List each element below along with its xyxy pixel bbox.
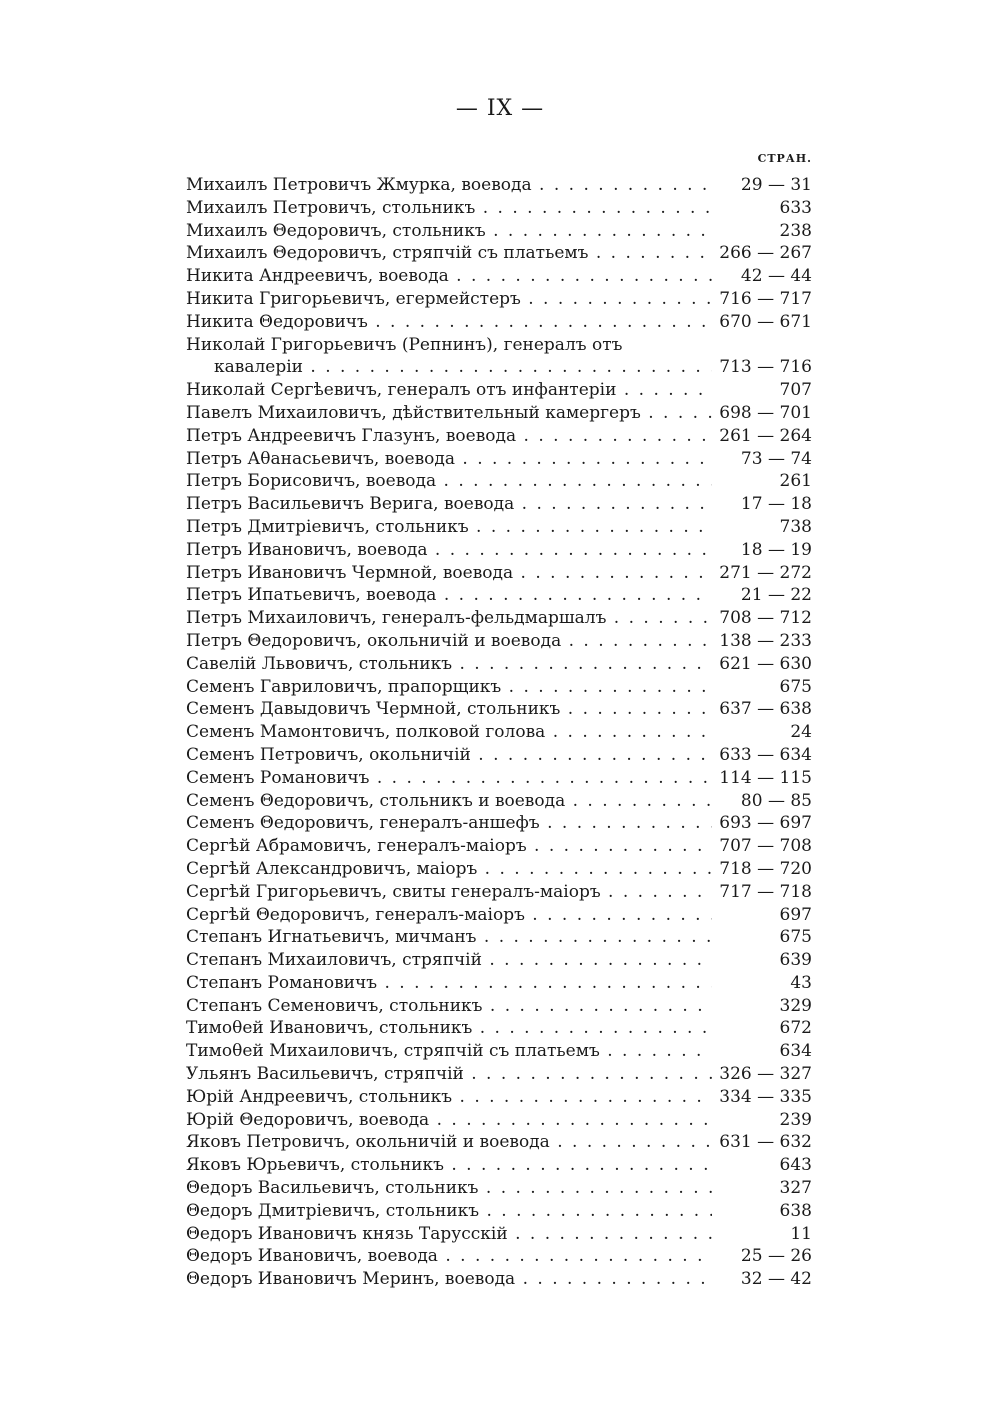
index-entry bbox=[186, 493, 812, 516]
entry-name: Николай Григорьевичъ (Репнинъ), генералъ отъ bbox=[186, 334, 623, 355]
entry-pages: 327 bbox=[779, 1178, 812, 1199]
entry-pages: 675 bbox=[779, 676, 812, 697]
entry-name: Степанъ Семеновичъ, стольникъ . . . bbox=[186, 995, 712, 1018]
entry-pages: 707 bbox=[779, 380, 812, 401]
index-entry bbox=[186, 1086, 812, 1109]
entry-pages: 29 — 31 bbox=[740, 175, 812, 195]
index-entry bbox=[186, 630, 812, 653]
entry-name: Петръ Михаиловичъ, генералъ-фельдмаршалъ . . . bbox=[186, 607, 712, 630]
entry-name: Петръ Дмитріевичъ, стольникъ . . . bbox=[186, 516, 712, 539]
entry-pages: 621 — 630 bbox=[719, 653, 812, 674]
entry-name: Сергѣй Александровичъ, маіоръ . . . bbox=[186, 858, 712, 881]
index-entry bbox=[186, 288, 812, 311]
entry-pages: 266 — 267 bbox=[719, 243, 812, 264]
entry-pages: 261 — 264 bbox=[719, 425, 812, 446]
index-entry bbox=[186, 1154, 812, 1177]
entry-pages: 693 — 697 bbox=[719, 813, 812, 834]
entry-pages: 698 — 701 bbox=[719, 402, 812, 423]
index-entry bbox=[186, 425, 812, 448]
index-entry bbox=[186, 676, 812, 699]
entry-pages: 633 bbox=[779, 197, 812, 218]
entry-name: Михаилъ Θедоровичъ, стряпчій съ платьемъ . . . bbox=[186, 242, 712, 265]
entry-pages: 672 bbox=[779, 1018, 812, 1039]
entry-name: Ульянъ Васильевичъ, стряпчій . . . bbox=[186, 1063, 712, 1086]
entry-name: Θедоръ Ивановичъ, воевода . . . bbox=[186, 1245, 712, 1268]
entry-name: Сергѣй Абрамовичъ, генералъ-маіоръ . . . bbox=[186, 835, 712, 858]
entry-pages: 114 — 115 bbox=[719, 767, 812, 788]
index-entry bbox=[186, 1131, 812, 1154]
index-entry bbox=[186, 972, 812, 995]
index-entry bbox=[186, 539, 812, 562]
index-entry bbox=[186, 1109, 812, 1132]
entry-name: кавалеріи . . . bbox=[186, 356, 712, 379]
entry-pages: 271 — 272 bbox=[719, 562, 812, 583]
entry-name: Θедоръ Васильевичъ, стольникъ . . . bbox=[186, 1177, 712, 1200]
index-entry bbox=[186, 562, 812, 585]
index-entry bbox=[186, 721, 812, 744]
entry-name: Петръ Ивановичъ, воевода . . . bbox=[186, 539, 712, 562]
index-entry bbox=[186, 698, 812, 721]
entry-pages: 80 — 85 bbox=[740, 790, 812, 811]
index-entry bbox=[186, 812, 812, 835]
entry-name: Михаилъ Петровичъ, стольникъ . . . bbox=[186, 197, 712, 220]
entry-name: Семенъ Мамонтовичъ, полковой голова . . . bbox=[186, 721, 712, 744]
entry-name: Михаилъ Петровичъ Жмурка, воевода . . . bbox=[186, 174, 712, 197]
index-entry bbox=[186, 516, 812, 539]
entry-name: Петръ Андреевичъ Глазунъ, воевода . . . bbox=[186, 425, 712, 448]
index-entry bbox=[186, 174, 812, 197]
entry-pages: 708 — 712 bbox=[719, 608, 812, 629]
entry-pages: 24 bbox=[790, 722, 812, 743]
index-entry bbox=[186, 653, 812, 676]
index-entry bbox=[186, 949, 812, 972]
entry-name: Никита Андреевичъ, воевода . . . bbox=[186, 265, 712, 288]
entry-pages: 239 bbox=[779, 1109, 812, 1130]
entry-name: Никита Θедоровичъ . . . bbox=[186, 311, 712, 334]
entry-name: Тимоθей Михаиловичъ, стряпчій съ платьемъ . . . bbox=[186, 1040, 712, 1063]
entry-name: Θедоръ Дмитріевичъ, стольникъ . . . bbox=[186, 1200, 712, 1223]
entry-pages: 637 — 638 bbox=[719, 699, 812, 720]
entry-pages: 670 — 671 bbox=[719, 311, 812, 332]
entry-name: Михаилъ Θедоровичъ, стольникъ . . . bbox=[186, 220, 712, 243]
index-entry bbox=[186, 881, 812, 904]
entry-pages: 25 — 26 bbox=[740, 1246, 812, 1267]
index-entry bbox=[186, 607, 812, 630]
index-entry bbox=[186, 995, 812, 1018]
index-entry bbox=[186, 197, 812, 220]
index-entry bbox=[186, 379, 812, 402]
entry-pages: 697 bbox=[779, 904, 812, 925]
index-entry bbox=[186, 835, 812, 858]
pages-column-header: СТРАН. bbox=[757, 152, 812, 165]
entry-pages: 43 bbox=[790, 972, 812, 993]
entry-pages: 238 bbox=[779, 220, 812, 241]
entry-pages: 21 — 22 bbox=[740, 585, 812, 606]
index-entry bbox=[186, 926, 812, 949]
entry-pages: 713 — 716 bbox=[719, 357, 812, 378]
entry-name: Петръ Аθанасьевичъ, воевода . . . bbox=[186, 448, 712, 471]
entry-name: Семенъ Θедоровичъ, генералъ-аншефъ . . . bbox=[186, 812, 712, 835]
entry-name: Яковъ Петровичъ, окольничій и воевода . . . bbox=[186, 1131, 712, 1154]
entry-name: Θедоръ Ивановичъ князь Тарусскій . . . bbox=[186, 1223, 712, 1246]
entry-name: Петръ Θедоровичъ, окольничій и воевода . . . bbox=[186, 630, 712, 653]
entry-name: Степанъ Романовичъ . . . bbox=[186, 972, 712, 995]
entry-pages: 638 bbox=[779, 1200, 812, 1221]
index-entry bbox=[186, 1017, 812, 1040]
entry-name: Юрій Андреевичъ, стольникъ . . . bbox=[186, 1086, 712, 1109]
entry-pages: 633 — 634 bbox=[719, 744, 812, 765]
entry-pages: 631 — 632 bbox=[719, 1132, 812, 1153]
entry-name: Петръ Ивановичъ Чермной, воевода . . . bbox=[186, 562, 712, 585]
entry-name: Никита Григорьевичъ, егермейстеръ . . . bbox=[186, 288, 712, 311]
entry-pages: 634 bbox=[779, 1041, 812, 1062]
index-entry bbox=[186, 356, 812, 379]
entry-name: Степанъ Михаиловичъ, стряпчій . . . bbox=[186, 949, 712, 972]
index-entry bbox=[186, 242, 812, 265]
entry-name: Семенъ Гавриловичъ, прапорщикъ . . . bbox=[186, 676, 712, 699]
entry-pages: 738 bbox=[779, 516, 812, 537]
entry-name: Юрій Θедоровичъ, воевода . . . bbox=[186, 1109, 712, 1132]
entry-name: Яковъ Юрьевичъ, стольникъ . . . bbox=[186, 1154, 712, 1177]
entry-pages: 716 — 717 bbox=[719, 288, 812, 309]
entry-pages: 675 bbox=[779, 927, 812, 948]
entry-pages: 717 — 718 bbox=[719, 881, 812, 902]
index-entry bbox=[186, 448, 812, 471]
entry-name: Сергѣй Θедоровичъ, генералъ-маіоръ . . . bbox=[186, 904, 712, 927]
entry-pages: 32 — 42 bbox=[740, 1269, 812, 1290]
index-entry bbox=[186, 402, 812, 425]
entry-pages: 334 — 335 bbox=[719, 1086, 812, 1107]
index-entry bbox=[186, 858, 812, 881]
index-entry bbox=[186, 1040, 812, 1063]
index-entry bbox=[186, 744, 812, 767]
index-entry bbox=[186, 220, 812, 243]
entry-pages: 643 bbox=[779, 1155, 812, 1176]
entry-name: Савелій Львовичъ, стольникъ . . . bbox=[186, 653, 712, 676]
entry-name: Семенъ Романовичъ . . . bbox=[186, 767, 712, 790]
index-list bbox=[186, 174, 812, 1291]
page-number: — IX — bbox=[455, 96, 545, 121]
entry-pages: 17 — 18 bbox=[740, 494, 812, 515]
entry-name: Тимоθей Ивановичъ, стольникъ . . . bbox=[186, 1017, 712, 1040]
entry-name: Степанъ Игнатьевичъ, мичманъ . . . bbox=[186, 926, 712, 949]
entry-name: Сергѣй Григорьевичъ, свиты генералъ-маіоръ . . . bbox=[186, 881, 712, 904]
entry-name: Θедоръ Ивановичъ Меринъ, воевода . . . bbox=[186, 1268, 712, 1291]
entry-name: Семенъ Петровичъ, окольничій . . . bbox=[186, 744, 712, 767]
index-entry bbox=[186, 790, 812, 813]
index-entry bbox=[186, 311, 812, 334]
entry-name: Павелъ Михаиловичъ, дѣйствительный камергеръ . . . bbox=[186, 402, 712, 425]
index-entry bbox=[186, 1200, 812, 1223]
index-entry bbox=[186, 1223, 812, 1246]
entry-pages: 73 — 74 bbox=[740, 448, 812, 469]
entry-pages: 261 bbox=[779, 471, 812, 492]
index-entry bbox=[186, 1177, 812, 1200]
index-entry bbox=[186, 470, 812, 493]
entry-pages: 707 — 708 bbox=[719, 836, 812, 857]
index-entry bbox=[186, 265, 812, 288]
entry-name: Петръ Ипатьевичъ, воевода . . . bbox=[186, 584, 712, 607]
index-entry bbox=[186, 1063, 812, 1086]
entry-name: Петръ Борисовичъ, воевода . . . bbox=[186, 470, 712, 493]
entry-name: Семенъ Давыдовичъ Чермной, стольникъ . . . bbox=[186, 698, 712, 721]
entry-pages: 329 bbox=[779, 995, 812, 1016]
entry-pages: 639 bbox=[779, 950, 812, 971]
entry-pages: 718 — 720 bbox=[719, 858, 812, 879]
entry-name: Николай Сергѣевичъ, генералъ отъ инфантеріи . . . bbox=[186, 379, 712, 402]
entry-pages: 326 — 327 bbox=[719, 1064, 812, 1085]
index-entry bbox=[186, 904, 812, 927]
index-entry bbox=[186, 334, 812, 357]
entry-name: Семенъ Θедоровичъ, стольникъ и воевода . . . bbox=[186, 790, 712, 813]
index-entry bbox=[186, 1245, 812, 1268]
index-entry bbox=[186, 584, 812, 607]
entry-pages: 11 bbox=[790, 1223, 812, 1244]
index-entry bbox=[186, 767, 812, 790]
entry-pages: 42 — 44 bbox=[740, 266, 812, 287]
entry-name: Петръ Васильевичъ Верига, воевода . . . bbox=[186, 493, 712, 516]
entry-pages: 138 — 233 bbox=[719, 630, 812, 651]
index-entry bbox=[186, 1268, 812, 1291]
entry-pages: 18 — 19 bbox=[740, 539, 812, 560]
